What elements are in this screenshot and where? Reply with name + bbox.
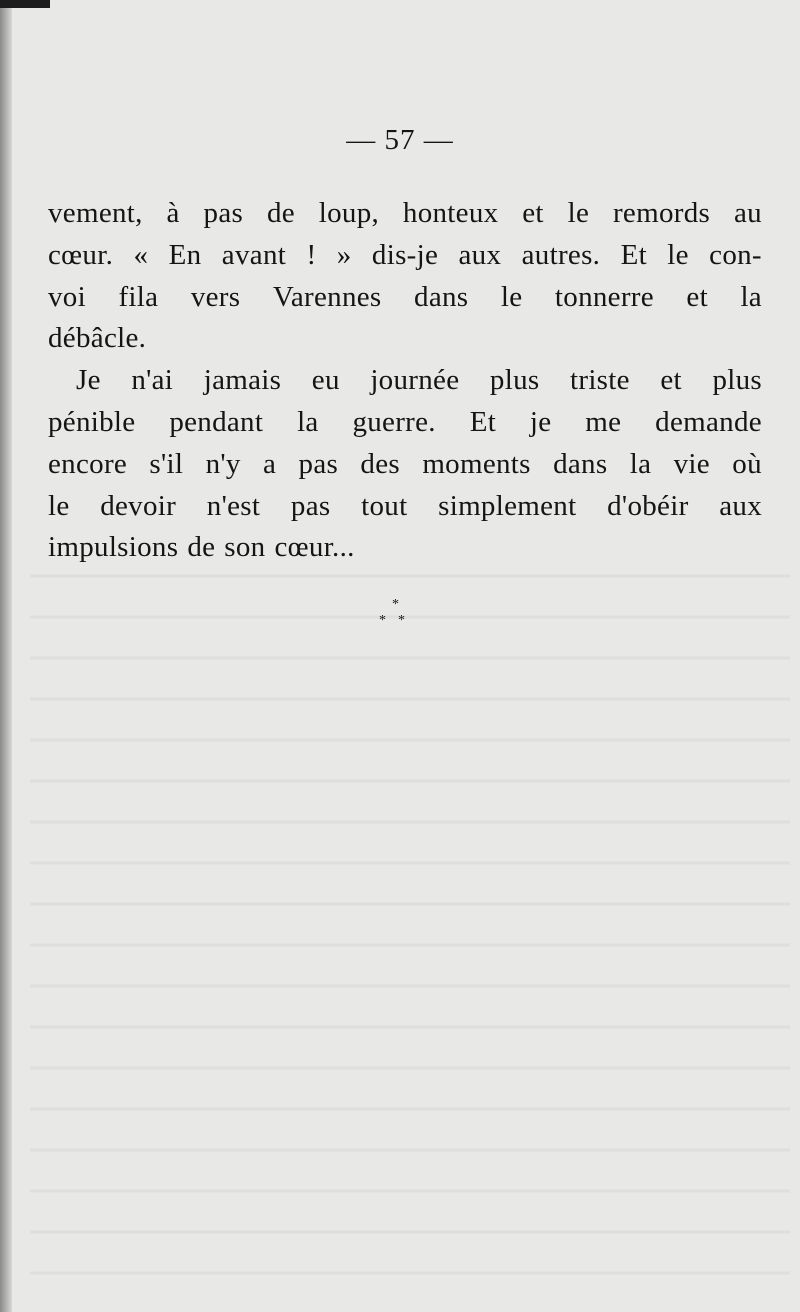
text-line: cœur. « En avant ! » dis-je aux autres. Et le con- [48,238,762,271]
bleed-through-text [30,540,790,1300]
text-line: débâcle. [48,322,147,355]
text-line: voi fila vers Varennes dans le tonnerre et la [48,280,762,313]
asterism-star-top: * [392,597,399,612]
text-line: Je n'ai jamais eu journée plus triste et plus [76,364,762,397]
body-text [48,193,762,569]
text-line: impulsions de son cœur... [48,531,355,564]
page-edge-shadow [0,0,12,1312]
text-line: encore s'il n'y a pas des moments dans la vie où [48,447,762,480]
text-line: vement, à pas de loup, honteux et le remords au [48,197,762,229]
text-line: le devoir n'est pas tout simplement d'obéir aux [48,489,762,522]
asterism [368,596,432,636]
corner-mark [0,0,50,8]
asterism-star-left: * [379,613,386,628]
text-line: pénible pendant la guerre. Et je me demande [48,405,762,438]
page-number: — 57 — [346,124,454,156]
asterism-star-right: * [398,613,405,628]
